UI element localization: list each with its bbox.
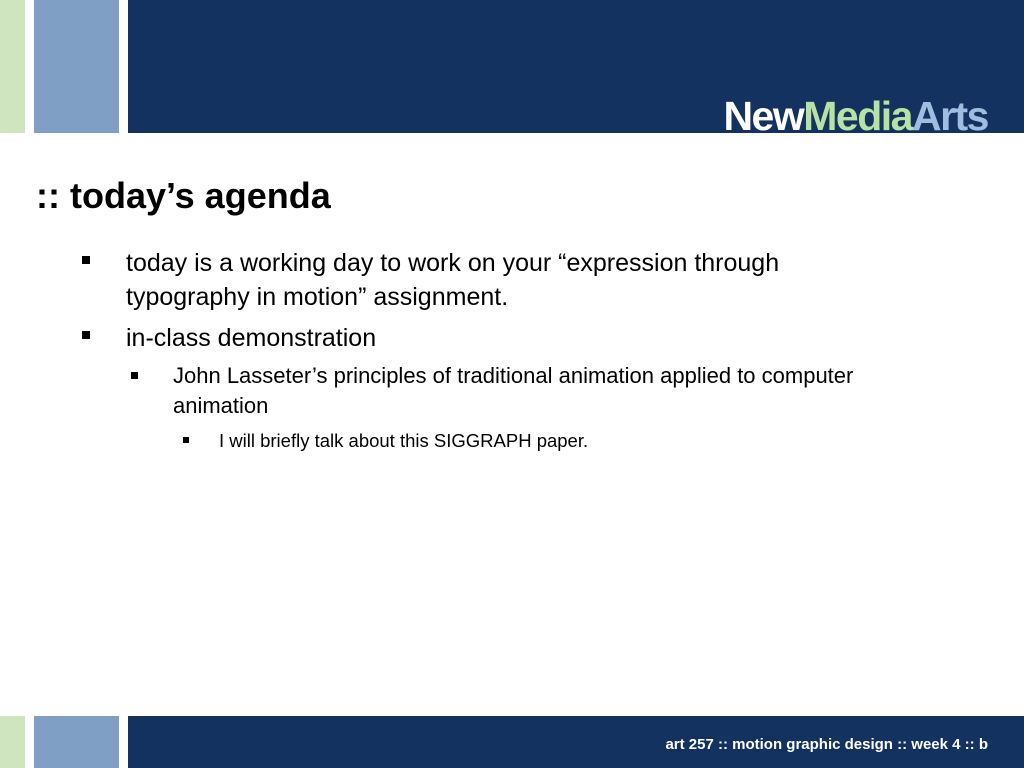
footer-blue-stripe	[34, 716, 119, 768]
new-media-arts-logo	[723, 93, 988, 139]
sub-bullet-lasseter-principles: John Lasseter’s principles of traditional animation applied to computer animation	[173, 363, 854, 418]
slide-title: :: today’s agenda	[36, 175, 331, 216]
logo-part-arts: Arts	[911, 93, 988, 139]
bullet-square-icon	[82, 331, 90, 339]
header-blue-stripe	[34, 0, 119, 133]
bullet-item-demonstration: in-class demonstration	[126, 324, 377, 352]
footer-course-info: art 257 :: motion graphic design :: week 4 :: b	[665, 736, 988, 753]
logo-part-media: Media	[803, 93, 912, 139]
footer-green-stripe	[0, 716, 25, 768]
bullet-square-icon	[82, 256, 90, 264]
sub-sub-bullet-square-icon	[183, 437, 189, 443]
sub-sub-bullet-siggraph-paper: I will briefly talk about this SIGGRAPH paper.	[219, 430, 589, 451]
header-green-stripe	[0, 0, 25, 133]
logo-part-new: New	[723, 93, 804, 139]
sub-bullet-square-icon	[131, 372, 138, 379]
bullet-item-working-day: today is a working day to work on your “expression through typography in motion” assignment.	[126, 249, 780, 311]
